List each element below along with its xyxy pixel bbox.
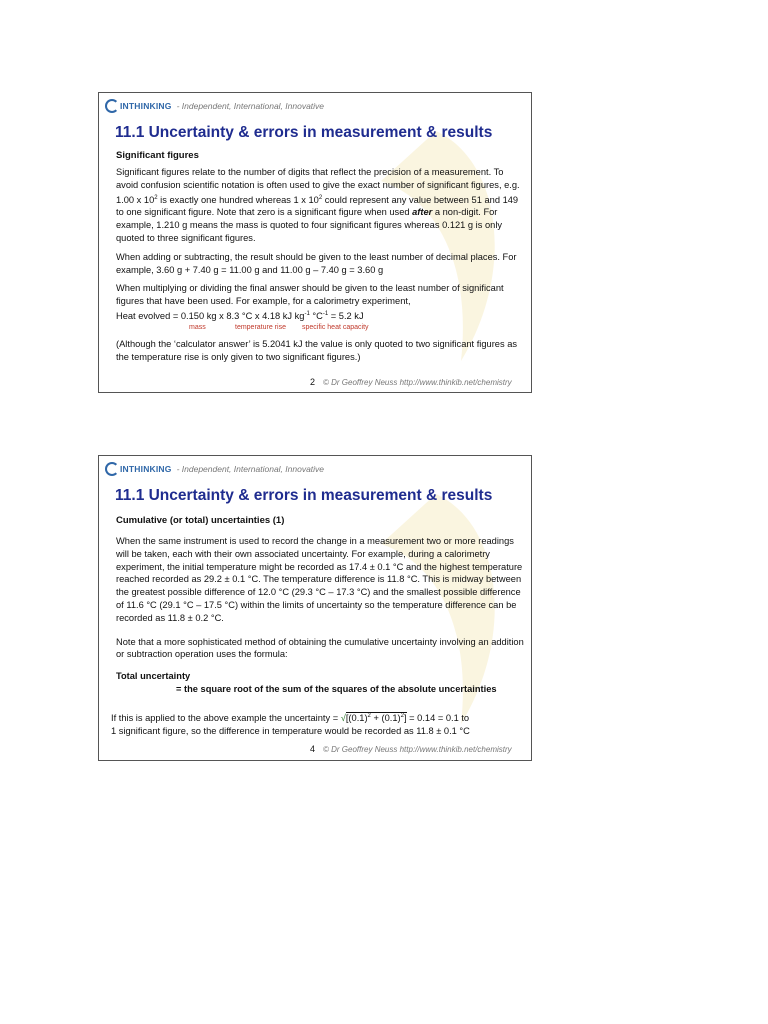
label-temperature-rise: temperature rise: [235, 323, 286, 331]
slide-body: [116, 166, 522, 370]
radicand: $[(0.1)^2 + (0.1)^2]$: [345, 713, 407, 724]
paragraph-cumulative: When the same instrument is used to record the change in a measurement two or more readings will be taken, each with their own associated uncertainty. For example, during a calorimetry experiment, the initial temperature might be recorded as 17.4 ± 0.1 °C and the highest temperature reached recorded as 29.2 ± 0.1 °C. The temperature difference is 11.8 °C. This is midway between the greatest possible difference of 12.0 °C (29.3 °C – 17.3 °C) and the smallest possible difference of 11.6 °C (29.1 °C – 17.5 °C) within the limits of uncertainty so the temperature difference can be recorded as 11.8 ± 0.2 °C.: [116, 536, 523, 623]
logo-tagline: - Independent, International, Innovative: [176, 101, 325, 111]
page-number: 2: [310, 377, 316, 387]
applied-example: [111, 710, 527, 738]
slide-body: [116, 535, 524, 705]
slide-title: 11.1 Uncertainty & errors in measurement & results: [115, 124, 493, 141]
paragraph-multiplying: When multiplying or dividing the final answer should be given to the least number of significant figures that have been used. For example, for a calorimetry experiment,: [116, 283, 504, 307]
logo-brand: INTHINKING: [120, 464, 172, 474]
equation-labels: [116, 323, 522, 333]
slide-significant-figures: [98, 92, 532, 393]
paragraph-sophisticated: Note that a more sophisticated method of obtaining the cumulative uncertainty involving an addition or subtraction operation uses the formula:: [116, 636, 524, 660]
logo-arc-icon: [105, 462, 119, 476]
slide-subtitle: Significant figures: [116, 150, 199, 161]
slide-footer: [310, 377, 512, 387]
heat-equation: Heat evolved = 0.150 kg x 8.3 °C x 4.18 kJ $kg^{-1}$ $^\circ C^{-1} = 5.2$ kJ: [116, 311, 364, 322]
slide-footer: [310, 744, 512, 754]
copyright: © Dr Geoffrey Neuss http://www.thinkib.net/chemistry: [323, 378, 512, 387]
slide-cumulative-uncertainties: [98, 455, 532, 761]
slide-title: 11.1 Uncertainty & errors in measurement & results: [115, 487, 493, 504]
sqrt-symbol: √: [340, 713, 346, 724]
logo-brand: INTHINKING: [120, 101, 172, 111]
total-uncertainty-definition: = the square root of the sum of the squares of the absolute uncertainties: [176, 683, 497, 694]
slide-subtitle: Cumulative (or total) uncertainties (1): [116, 515, 285, 526]
logo-tagline: - Independent, International, Innovative: [176, 464, 325, 474]
logo-arc-icon: [105, 99, 119, 113]
label-specific-heat: specific heat capacity: [302, 323, 369, 331]
copyright: © Dr Geoffrey Neuss http://www.thinkib.net/chemistry: [323, 745, 512, 754]
total-uncertainty-label: Total uncertainty: [116, 671, 191, 682]
paragraph-sig-figs: Significant figures relate to the number of digits that reflect the precision of a measurement. To avoid confusion scientific notation is often used to give the exact number of significant figures, e.g. 1.00 x $10^2$ is exactly one hundred whereas 1 x $10^2$ could represent any value between 51 and 149 to one significant figure. Note that zero is a significant figure when used after a non-digit. For example, 1.210 g means the mass is quoted to four significant figures whereas 0.121 g is only quoted to three significant figures.: [116, 167, 520, 244]
applied-line-2: 1 significant figure, so the difference in temperature would be recorded as 11.8 ± 0.1 °C: [111, 725, 470, 736]
applied-line-1: If this is applied to the above example the uncertainty = $√[(0.1)^2 + (0.1)^2] = 0.14 = 0.1$ to: [111, 713, 470, 724]
paragraph-calculator: (Although the ‘calculator answer’ is 5.2041 kJ the value is only quoted to two significant figures as the temperature rise is only given to two significant figures.): [116, 338, 518, 362]
label-mass: mass: [189, 323, 206, 331]
inthinking-logo: [105, 462, 324, 476]
page-number: 4: [310, 744, 316, 754]
paragraph-adding: When adding or subtracting, the result should be given to the least number of decimal places. For example, 3.60 g + 7.40 g = 11.00 g and 11.00 g – 7.40 g = 3.60 g: [116, 251, 517, 275]
inthinking-logo: [105, 99, 324, 113]
